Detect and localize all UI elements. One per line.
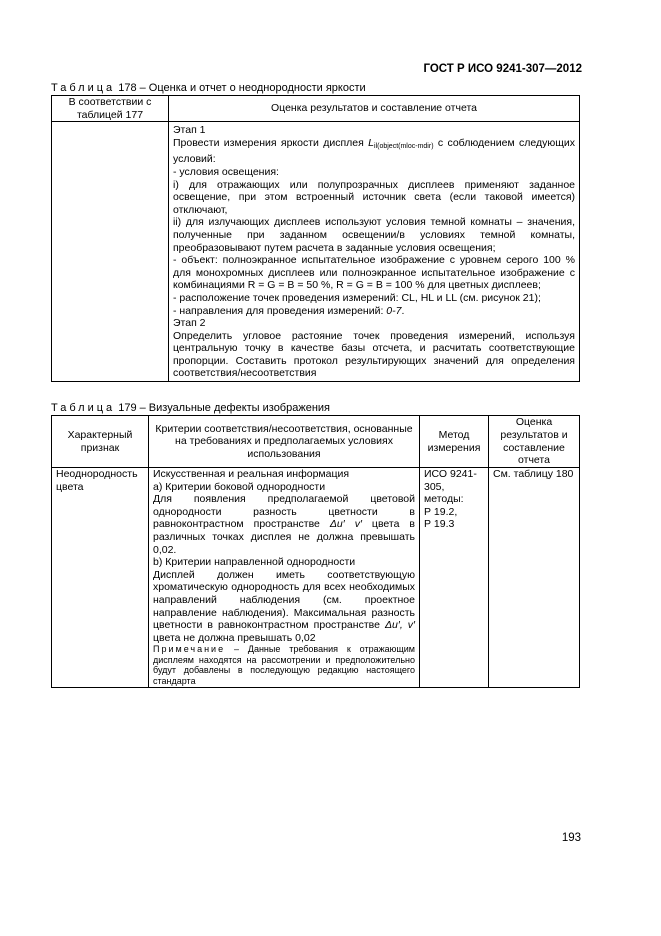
table-179-feature-cell: Неоднородность цвета xyxy=(52,468,149,688)
table-179-header-report: Оценка результатов и составление отчета xyxy=(489,416,580,468)
criteria-lateral-text: Для появления предполагаемой цветовой однородности разность цветности в равноконтрастном пространстве Δu′ v′ цвета в различных точках дисплея не должна превышать 0,02. xyxy=(153,493,415,556)
method-line: Р 19.3 xyxy=(424,518,455,531)
method-line: методы: xyxy=(424,493,464,506)
table-179-method-cell xyxy=(420,468,489,688)
table-178-content-cell xyxy=(169,122,580,382)
table-179 xyxy=(51,415,580,688)
paragraph-directions: - направления для проведения измерений: 0-7. xyxy=(173,304,405,317)
paragraph-reflective: i) для отражающих или полупрозрачных дисплеев применяют заданное освещение, при этом встроенный источник света (если таковой имеется) отключают, xyxy=(173,178,575,216)
paragraph-emissive: ii) для излучающих дисплеев используют условия темной комнаты – значения, полученные при заданном освещении/в условиях темной комнаты, преобразовывают путем расчета в заданные условия освещения; xyxy=(173,216,575,254)
table-179-caption-text: 179 – Визуальные дефекты изображения xyxy=(118,402,330,414)
criteria-line-directional: b) Критерии направленной однородности xyxy=(153,556,356,569)
paragraph-object: - объект: полноэкранное испытательное изображение с уровнем серого 100 % для монохромных дисплеев или полноэкранное испытательное изображение с комбинациями R = G = B = 50 %, R = G = B = 100 % для цветных дисплеев; xyxy=(173,254,575,292)
criteria-note: Примечание – Данные требования к отражающим дисплеям находятся на рассмотрении и предположительно будут добавлены в последующую редакцию настоящего стандарта xyxy=(153,644,415,686)
table-179-caption-prefix: Таблица xyxy=(51,402,116,414)
table-178-col1-header: В соответствии с таблицей 177 xyxy=(52,96,169,122)
paragraph-locations: - расположение точек проведения измерений: CL, HL и LL (см. рисунок 21); xyxy=(173,291,541,304)
stage1-title: Этап 1 xyxy=(173,124,206,137)
criteria-directional-text: Дисплей должен иметь соответствующую хроматическую однородность для всех необходимых направлений наблюдения (см. проектное направление наблюдения). Максимальная разность цветности в равноконтрастном пространстве Δu′, v′ цвета не должна превышать 0,02 xyxy=(153,568,416,644)
document-header: ГОСТ Р ИСО 9241-307—2012 xyxy=(423,63,582,75)
table-179-header-method: Метод измерения xyxy=(420,416,489,468)
table-178-col2-header: Оценка результатов и составление отчета xyxy=(169,96,580,122)
table-178-caption xyxy=(51,82,366,94)
paragraph-lighting: - условия освещения: xyxy=(173,165,279,178)
table-179-header-criteria: Критерии соответствия/несоответствия, основанные на требованиях и предполагаемых условиях использования xyxy=(149,416,420,468)
table-179-caption xyxy=(51,402,330,414)
table-179-criteria-cell xyxy=(149,468,420,688)
method-line: ИСО 9241-305, xyxy=(424,468,477,493)
table-179-header-feature: Характерный признак xyxy=(52,416,149,468)
table-179-report-cell: См. таблицу 180 xyxy=(489,468,580,688)
page-number: 193 xyxy=(561,832,581,844)
criteria-line-info: Искусственная и реальная информация xyxy=(153,468,350,480)
paragraph-measure: Провести измерения яркости дисплея $L_{il(object(mloc-mdir)}$ с соблюдением следующих условий: xyxy=(173,136,576,166)
criteria-line-lateral: a) Критерии боковой однородности xyxy=(153,480,326,493)
table-178-caption-text: 178 – Оценка и отчет о неоднородности яркости xyxy=(118,82,366,94)
table-178-empty-cell xyxy=(52,122,169,382)
stage2-title: Этап 2 xyxy=(173,317,206,330)
paragraph-angular: Определить угловое растояние точек проведения измерений, используя центральную точку в качестве базы отсчета, и расчитать соответствующие пропорции. Составить протокол результирующих значений для определения соответствия/несоответствия xyxy=(173,329,575,380)
table-178 xyxy=(51,95,580,382)
method-line: Р 19.2, xyxy=(424,505,458,518)
table-178-caption-prefix: Таблица xyxy=(51,82,116,94)
